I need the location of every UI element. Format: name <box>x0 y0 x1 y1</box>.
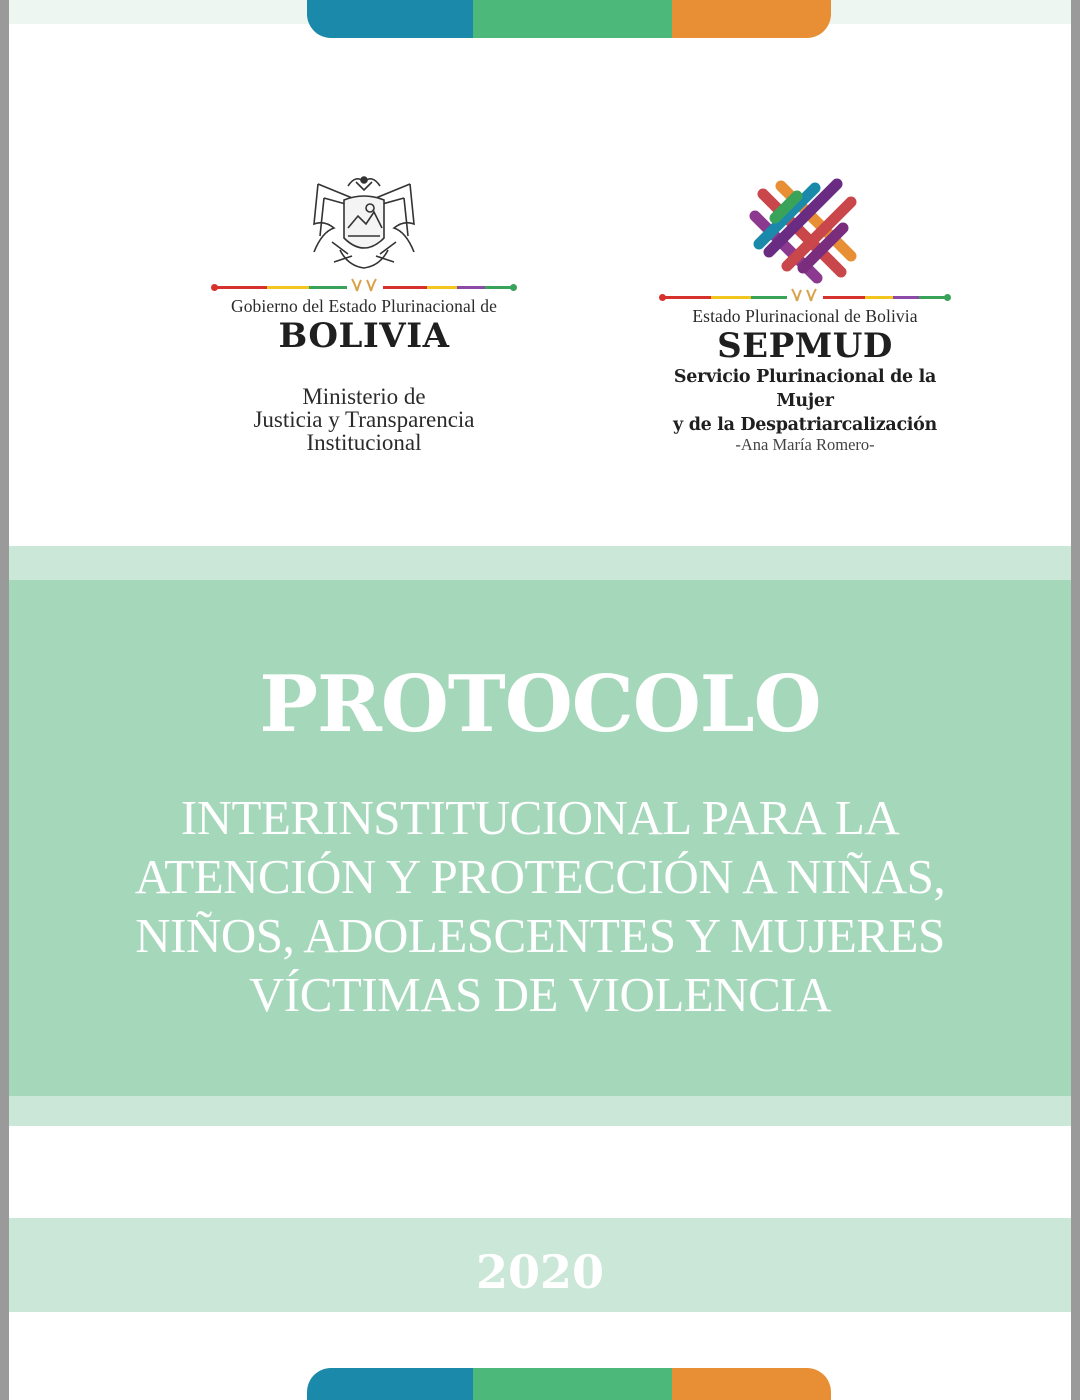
ministry-line: Justicia y Transparencia <box>253 407 475 432</box>
stripe-blue <box>307 1368 473 1400</box>
subtitle-line: NIÑOS, ADOLESCENTES Y MUJERES <box>135 908 945 963</box>
document-subtitle <box>49 788 1031 1024</box>
bolivia-coat-of-arms-icon <box>304 172 424 276</box>
subtitle-line: ATENCIÓN Y PROTECCIÓN A NIÑAS, <box>134 849 946 904</box>
top-color-stripe <box>307 0 831 38</box>
title-band-top <box>9 546 1071 580</box>
stripe-green <box>473 1368 672 1400</box>
flag-color-rule <box>659 290 951 304</box>
sepmud-name-line: Servicio Plurinacional de la Mujer <box>673 367 937 411</box>
subtitle-line: VÍCTIMAS DE VIOLENCIA <box>249 967 831 1022</box>
stripe-orange <box>672 1368 831 1400</box>
wheat-icon <box>349 276 379 292</box>
sepmud-logo <box>645 176 965 455</box>
publication-year: 2020 <box>475 1245 605 1299</box>
country-name: BOLIVIA <box>278 316 450 356</box>
subtitle-line: INTERINSTITUCIONAL PARA LA <box>180 790 900 845</box>
ministry-line: Ministerio de <box>302 384 426 409</box>
sepmud-name-line: y de la Despatriarcalización <box>673 415 937 435</box>
bottom-color-stripe <box>307 1368 831 1400</box>
ministry-name <box>205 385 523 454</box>
ministry-line: Institucional <box>306 430 422 455</box>
state-line: Estado Plurinacional de Bolivia <box>692 306 918 326</box>
sepmud-tagline: -Ana María Romero- <box>735 435 875 454</box>
stripe-green <box>473 0 672 38</box>
ministry-logo <box>205 172 523 454</box>
cover-page <box>9 0 1071 1400</box>
sepmud-woven-icon <box>745 176 865 286</box>
sepmud-acronym: SEPMUD <box>717 326 893 366</box>
stripe-orange <box>672 0 831 38</box>
sepmud-full-name <box>645 365 965 437</box>
flag-color-rule <box>211 280 517 294</box>
stripe-blue <box>307 0 473 38</box>
document-title: PROTOCOLO <box>259 659 821 750</box>
wheat-icon <box>789 286 819 302</box>
government-line: Gobierno del Estado Plurinacional de <box>230 296 498 316</box>
title-band-bottom <box>9 1096 1071 1126</box>
